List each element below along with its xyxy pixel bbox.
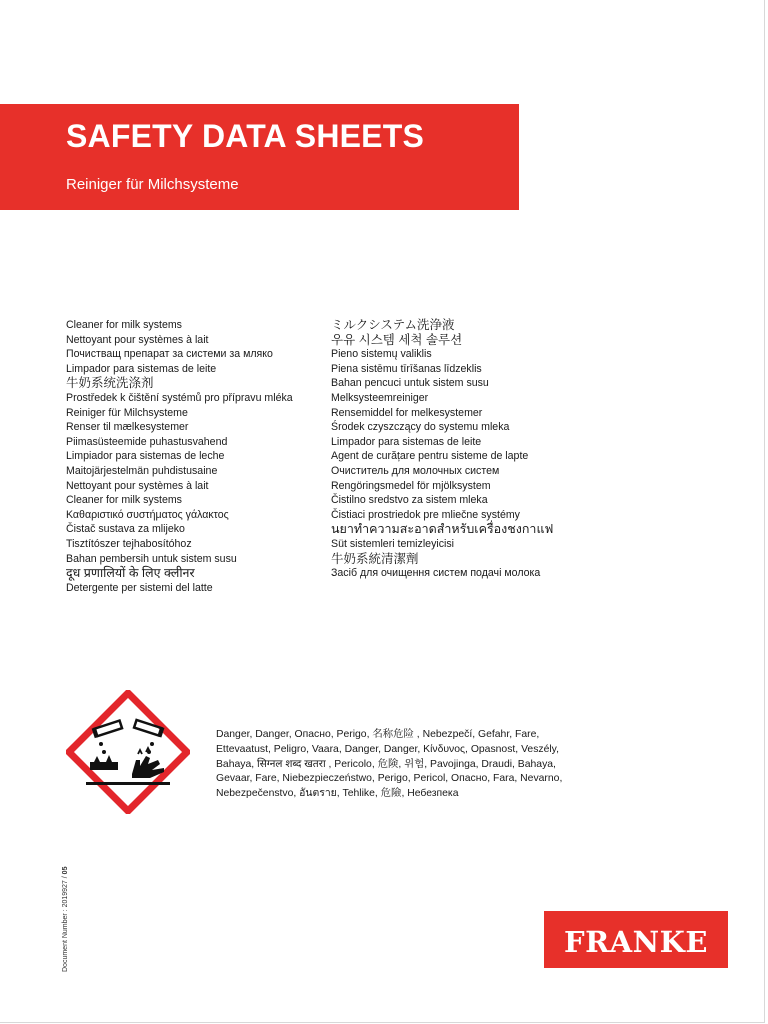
- language-item: Detergente per sistemi del latte: [66, 581, 213, 594]
- language-item: Piena sistēmu tīrīšanas līdzeklis: [331, 362, 482, 375]
- language-item: Tisztítószer tejhabosítóhoz: [66, 537, 192, 550]
- title-banner: [0, 104, 519, 210]
- language-list-left: [66, 318, 293, 595]
- language-item: Почистващ препарат за системи за мляко: [66, 348, 273, 361]
- language-item: Cleaner for milk systems: [66, 494, 182, 507]
- language-item: Καθαριστικό συστήματος γάλακτος: [66, 508, 229, 521]
- language-list-right: [331, 318, 553, 581]
- language-item: Nettoyant pour systèmes à lait: [66, 479, 209, 492]
- language-item: Cleaner for milk systems: [66, 319, 182, 331]
- language-item: Bahan pembersih untuk sistem susu: [66, 552, 237, 565]
- document-revision: 05: [62, 866, 69, 875]
- document-number-label: Document Number : 2019927 /: [62, 874, 69, 972]
- page-subtitle: Reiniger für Milchsysteme: [66, 176, 239, 193]
- language-item: ミルクシステム洗浄液: [331, 318, 455, 332]
- language-item: Limpador para sistemas de leite: [331, 435, 482, 448]
- language-item: Prostředek k čištění systémů pro přípravu mléka: [66, 391, 293, 404]
- language-item: Melksysteemreiniger: [331, 391, 429, 404]
- language-item: 牛奶系统洗涤剂: [66, 376, 154, 391]
- franke-logo: [544, 911, 728, 968]
- language-item: Rensemiddel for melkesystemer: [331, 406, 483, 419]
- language-item: Środek czyszczący do systemu mleka: [331, 421, 510, 434]
- language-item: Renser til mælkesystemer: [66, 421, 189, 434]
- language-item: Pieno sistemų valiklis: [331, 348, 432, 361]
- language-item: Maitojärjestelmän puhdistusaine: [66, 464, 218, 477]
- language-item: Čistilno sredstvo za sistem mleka: [331, 494, 488, 507]
- language-item: Piimasüsteemide puhastusvahend: [66, 435, 228, 448]
- language-item: 牛奶系統清潔劑: [331, 551, 419, 566]
- language-item: Reiniger für Milchsysteme: [66, 406, 188, 419]
- language-item: 우유 시스템 세척 솔루션: [331, 332, 463, 347]
- page-title: SAFETY DATA SHEETS: [66, 118, 425, 154]
- language-item: Limpador para sistemas de leite: [66, 362, 217, 375]
- language-item: นยาทำความสะอาดสำหรับเครื่องชงกาแฟ: [331, 522, 554, 537]
- language-item: Rengöringsmedel för mjölksystem: [331, 479, 491, 492]
- language-item: Čistač sustava za mlijeko: [66, 523, 185, 536]
- language-item: Limpiador para sistemas de leche: [66, 450, 225, 463]
- document-number: [62, 867, 69, 972]
- language-item: Agent de curățare pentru sisteme de lapte: [331, 450, 529, 463]
- corrosive-hazard-icon: [66, 690, 190, 814]
- language-item: Очиститель для молочных систем: [331, 464, 500, 477]
- language-item: दूध प्रणालियों के लिए क्लीनर: [66, 566, 195, 581]
- language-item: Bahan pencuci untuk sistem susu: [331, 377, 489, 390]
- language-item: Nettoyant pour systèmes à lait: [66, 333, 209, 346]
- logo-text: FRANKE: [563, 925, 708, 959]
- language-item: Čistiaci prostriedok pre mliečne systémy: [331, 508, 520, 521]
- hazard-signal-words: Danger, Danger, Опасно, Perigo, 名称危险 , Nebezpečí, Gefahr, Fare, Ettevaatust, Peligro, Vaara, Danger, Danger, Κίνδυνος, Opasnost, Veszély, Bahaya, सिग्नल शब्द खतरा , Pericolo, 危険, 위험, Pavojinga, Draudi, Bahaya, Gevaar, Fare, Niebezpieczeństwo, Perigo, Pericol, Опасно, Fara, Nevarno, Nebezpečenstvo, อันตราย, Tehlike, 危險, Небезпека: [216, 729, 563, 800]
- language-item: Süt sistemleri temizleyicisi: [331, 537, 455, 550]
- language-item: Засіб для очищення систем подачі молока: [331, 567, 541, 580]
